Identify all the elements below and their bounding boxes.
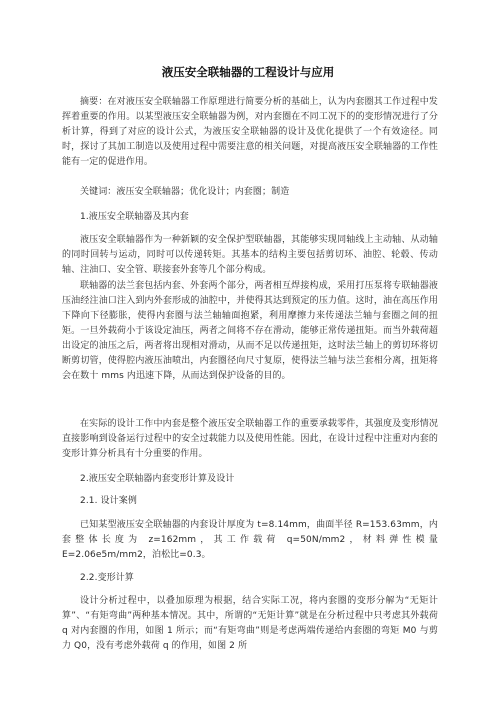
section-1-paragraph-2: 联轴器的法兰套包括内套、外套两个部分，两者相互焊接构成，采用打压泵将专联轴器液压油经注油口注入到内外套形成的油腔中，并使得其达到预定的压力值。这时，油在高压作用下降向下径膨胀，使得内套圈与法兰轴轴面抱紧，利用摩擦力来传递法兰轴与套圈之间的扭矩。一旦外载荷小于该设定油压，两者之间将不存在滑动，能够正常传递扭矩。而当外载荷超出设定的油压之后，两者将出现相对滑动，从而不足以传递扭矩，这时法兰轴上的剪切环将切断剪切管，使得腔内液压油喷出，内套圈径向尺寸复原，使得法兰轴与法兰套相分离，扭矩将会在数十 mms 内迅速下降，从而达到保护设备的目的。 xyxy=(62,281,438,381)
document-title: 液压安全联轴器的工程设计与应用 xyxy=(161,65,335,79)
keywords: 关键词：液压安全联轴器；优化设计；内套圈；制造 xyxy=(80,187,290,197)
section-1-heading: 1.液压安全联轴器及其内套 xyxy=(80,212,189,222)
section-1-paragraph-1: 液压安全联轴器作为一种新颖的安全保护型联轴器，其能够实现同轴线上主动轴、从动轴的同时回转与运动，同时可以传递转矩。其基本的结构主要包括剪切环、油腔、轮毂、传动轴、注油口、安全管、联接套外套等几个部分构成。 xyxy=(62,235,438,275)
abstract: 摘要：在对液压安全联轴器工作原理进行简要分析的基础上，认为内套圈其工作过程中发挥着重要的作用。以某型液压安全联轴器为例，对内套圈在不同工况下的的变形情况进行了分析计算，得到了对应的设计公式，为液压安全联轴器的设计及优化提供了一个有效途径。同时，探讨了其加工制造以及使用过程中需要注意的相关问题，对提高液压安全联轴器的工作性能有一定的促进作用。 xyxy=(62,97,438,167)
section-2-2-heading: 2.2.变形计算 xyxy=(80,573,134,583)
section-2-1-paragraph: 已知某型液压安全联轴器的内套设计厚度为 t=8.14mm，曲面半径 R=153.63mm，内套整体长度为 z=162mm，其工作载荷 q=50N/mm2，材料弹性模量 E=2.06e5m/mm2，泊松比=0.3。 xyxy=(62,520,438,560)
section-2-1-heading: 2.1. 设计案例 xyxy=(80,496,137,506)
section-2-heading: 2.液压安全联轴器内套变形计算及设计 xyxy=(80,474,235,484)
section-1-paragraph-3: 在实际的设计工作中内套是整个液压安全联轴器工作的重要承载零件，其强度及变形情况直接影响到设备运行过程中的安全过载能力以及使用性能。因此，在设计过程中注重对内套的变形计算分析具有十分重要的作用。 xyxy=(62,419,438,459)
section-2-2-paragraph: 设计分析过程中，以叠加原理为根据，结合实际工况，将内套圈的变形分解为“无矩计算”、“有矩弯曲”两种基本情况。其中，所谓的“无矩计算”就是在分析过程中只考虑其外载荷 q 对内套圈的作用，如图 1 所示；而“有矩弯曲”则是考虑两端传递给内套圈的弯矩 M0 与剪力 Q0，没有考虑外载荷 q 的作用，如图 2 所 xyxy=(62,596,438,651)
